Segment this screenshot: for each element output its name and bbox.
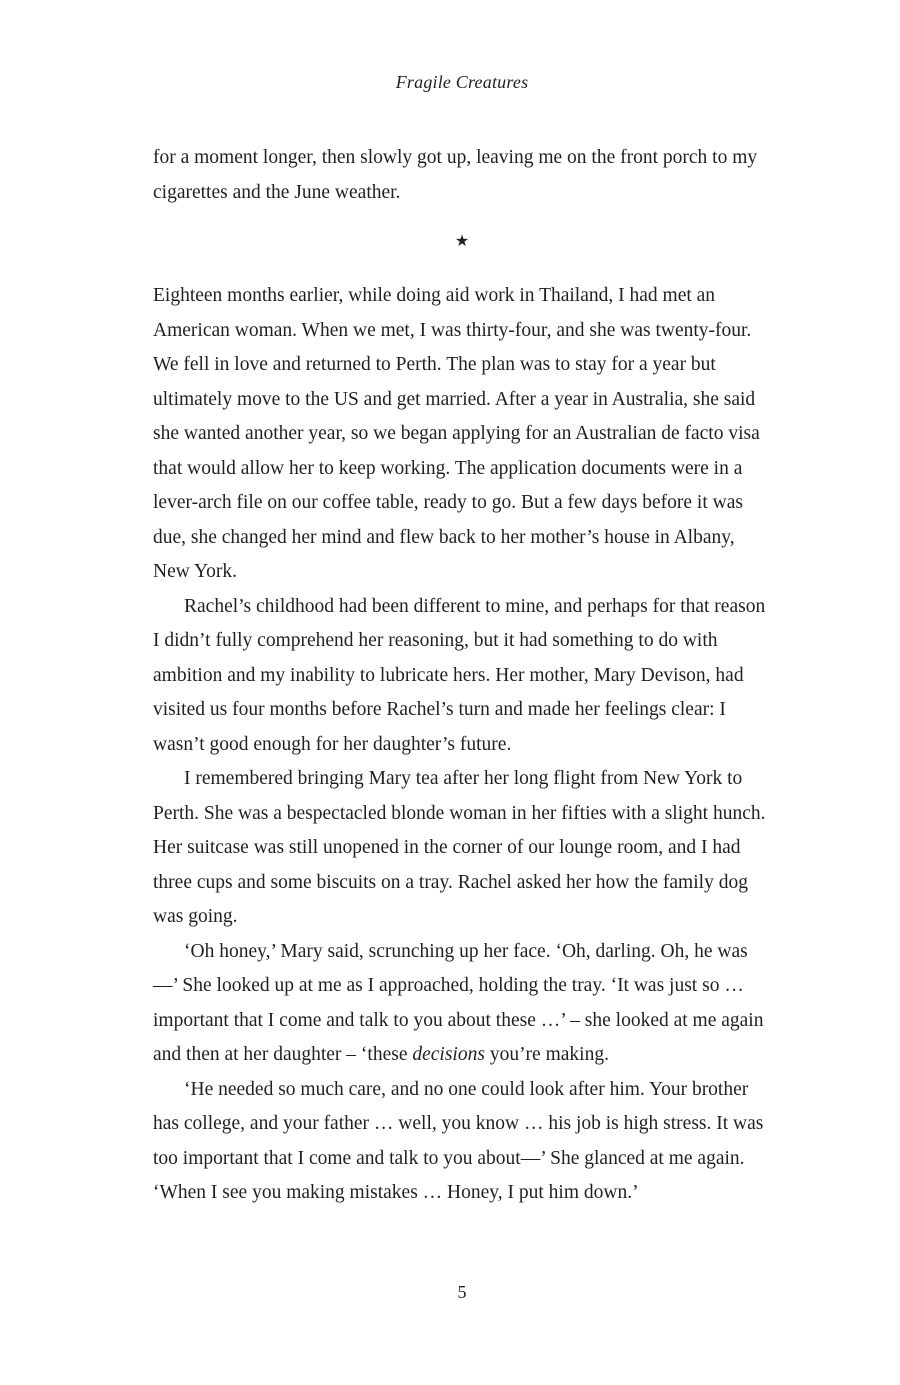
- running-head-title: Fragile Creatures: [395, 72, 529, 92]
- paragraph-1: Eighteen months earlier, while doing aid work in Thailand, I had met an American woman. When we met, I was thirty-four, and she was twenty-four. We fell in love and returned to Perth. The plan was to stay for a year but ultimately move to the US and get married. After a year in Australia, she said she wanted another year, so we began applying for an Australian de facto visa that would allow her to keep working. The application documents were in a lever-arch file on our coffee table, ready to go. But a few days before it was due, she changed her mind and flew back to her mother’s house in Albany, New York.: [153, 285, 760, 582]
- page-number: 5: [457, 1282, 467, 1302]
- paragraph-3: I remembered bringing Mary tea after her long flight from New York to Perth. She was a bespectacled blonde woman in her fifties with a slight hunch. Her suitcase was still unopened in the corner of our lounge room, and I had three cups and some biscuits on a tray. Rachel asked her how the family dog was going.: [153, 768, 766, 927]
- paragraph-2: Rachel’s childhood had been different to mine, and perhaps for that reason I didn’t fully comprehend her reasoning, but it had something to do with ambition and my inability to lubricate hers. Her mother, Mary Devison, had visited us four months before Rachel’s turn and made her feelings clear: I wasn’t good enough for her daughter’s future.: [153, 595, 766, 755]
- paragraph-5: ‘He needed so much care, and no one could look after him. Your brother has college, and your father … well, you know … his job is high stress. It was too important that I come and talk to you about—’ She glanced at me again. ‘When I see you making mistakes … Honey, I put him down.’: [153, 1078, 764, 1203]
- paragraph-4-italic-word: decisions: [412, 1044, 485, 1065]
- section-break-star: ★: [454, 233, 470, 250]
- paragraph-4-text-start: ‘Oh honey,’ Mary said, scrunching up her face. ‘Oh, darling. Oh, he was—’ She looked up at me as I approached, holding the tray. ‘It was just so … important that I come and talk to you about these …’ – she looked at me again and then at her daughter – ‘these: [153, 940, 764, 1065]
- main-text-block: [153, 279, 771, 1211]
- paragraph-4-text-end: you’re making.: [484, 1044, 609, 1065]
- paragraph-4: [153, 935, 771, 1073]
- opening-text-block: [153, 141, 771, 210]
- opening-paragraph: for a moment longer, then slowly got up, leaving me on the front porch to my cigarettes and the June weather.: [153, 147, 758, 203]
